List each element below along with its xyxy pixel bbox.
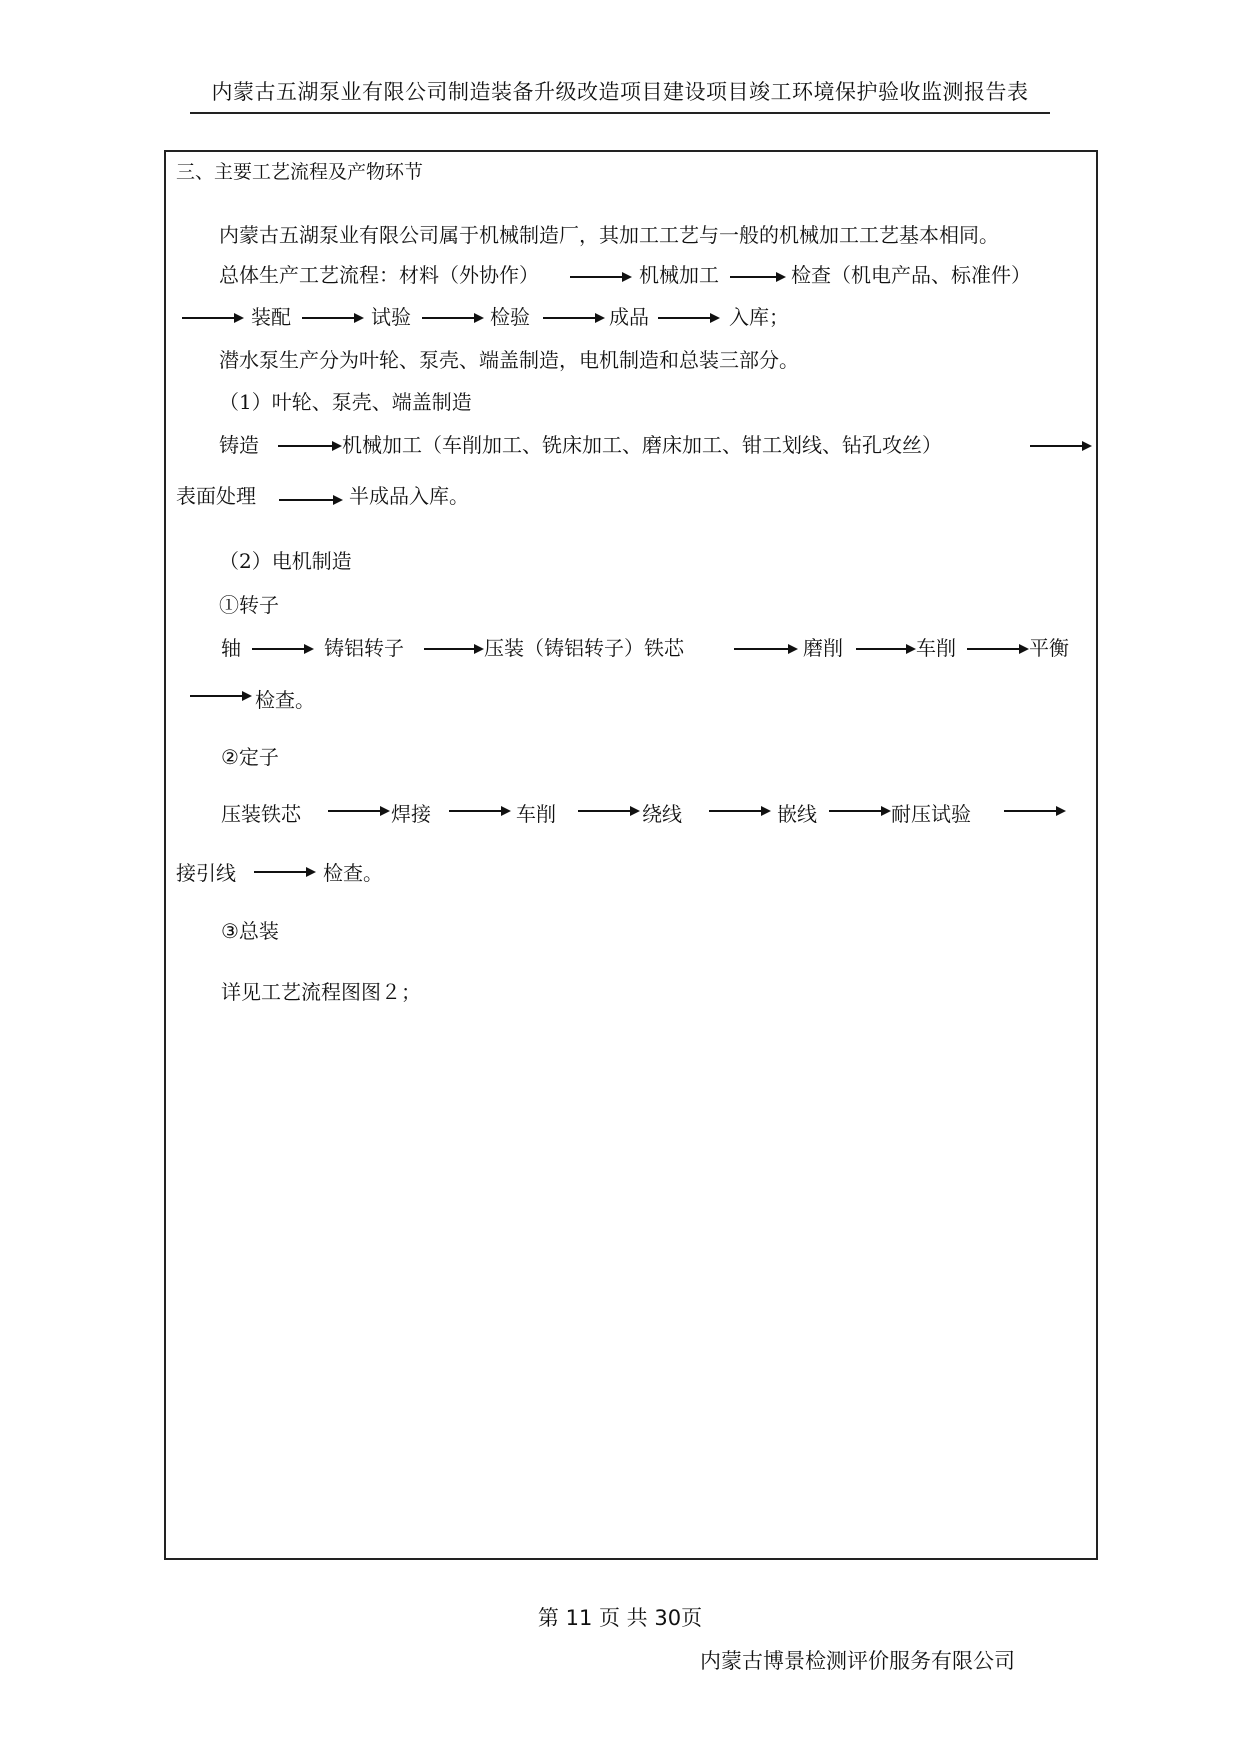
footer-organization: 内蒙古博景检测评价服务有限公司 (700, 1649, 1015, 1673)
stator-step: 绕线 (642, 802, 682, 826)
overall-step: 入库； (729, 305, 789, 329)
flow-arrow (829, 805, 891, 817)
rotor-title: ①转子 (219, 593, 279, 617)
intro-text: 内蒙古五湖泵业有限公司属于机械制造厂，其加工工艺与一般的机械加工工艺基本相同。 (219, 223, 999, 247)
flow-arrow (279, 494, 343, 506)
rotor-step: 车削 (916, 636, 956, 660)
rotor-step: 压装（铸铝转子）铁芯 (484, 636, 684, 660)
overall-step: 检验 (490, 305, 530, 329)
part1-step: 半成品入库。 (349, 484, 469, 508)
flow-arrow (570, 271, 632, 283)
stator-title: ②定子 (221, 745, 279, 769)
flow-arrow (1030, 440, 1092, 452)
flow-arrow (422, 312, 484, 324)
stator-step: 车削 (516, 802, 556, 826)
flow-arrow (1004, 805, 1066, 817)
flow-arrow (543, 312, 605, 324)
flow-arrow (856, 643, 916, 655)
flow-arrow (252, 643, 314, 655)
stator-step: 焊接 (391, 802, 431, 826)
part1-step: 表面处理 (176, 484, 256, 508)
flow-arrow (709, 805, 771, 817)
flow-arrow (967, 643, 1029, 655)
assembly-title: ③总装 (221, 919, 279, 943)
part2-title: （2）电机制造 (219, 549, 352, 573)
header-divider (190, 112, 1050, 114)
flow-arrow (658, 312, 720, 324)
overall-step: 试验 (371, 305, 411, 329)
part1-step: 机械加工（车削加工、铣床加工、磨床加工、钳工划线、钻孔攻丝） (342, 433, 942, 457)
page-number: 第 11 页 共 30页 (537, 1606, 703, 1630)
section-title: 三、主要工艺流程及产物环节 (176, 161, 424, 183)
stator-step: 检查。 (323, 861, 383, 885)
overall-step: 机械加工 (639, 263, 719, 287)
stator-step: 嵌线 (777, 802, 817, 826)
flow-arrow (254, 866, 316, 878)
rotor-step: 检查。 (255, 688, 315, 712)
overall-step: 检查（机电产品、标准件） (791, 263, 1031, 287)
flow-arrow (182, 312, 244, 324)
flow-arrow (302, 312, 364, 324)
overall-process-prefix: 总体生产工艺流程：材料（外协作） (219, 263, 539, 287)
pump-parts-text: 潜水泵生产分为叶轮、泵壳、端盖制造，电机制造和总装三部分。 (219, 348, 799, 372)
rotor-step: 铸铝转子 (324, 636, 404, 660)
stator-step: 耐压试验 (891, 802, 971, 826)
overall-step: 成品 (609, 305, 649, 329)
flow-arrow (278, 440, 342, 452)
flow-arrow (734, 643, 798, 655)
part1-step: 铸造 (219, 433, 259, 457)
flow-arrow (328, 805, 390, 817)
rotor-step: 轴 (221, 636, 241, 660)
report-header-title: 内蒙古五湖泵业有限公司制造装备升级改造项目建设项目竣工环境保护验收监测报告表 (211, 80, 1029, 104)
flow-arrow (730, 271, 786, 283)
flow-arrow (449, 805, 511, 817)
rotor-step: 平衡 (1029, 636, 1069, 660)
rotor-step: 磨削 (803, 636, 843, 660)
assembly-note: 详见工艺流程图图２； (221, 980, 421, 1004)
flow-arrow (424, 643, 484, 655)
flow-arrow (190, 690, 252, 702)
stator-step: 压装铁芯 (221, 802, 301, 826)
part1-title: （1）叶轮、泵壳、端盖制造 (219, 390, 472, 414)
overall-step: 装配 (251, 305, 291, 329)
stator-step: 接引线 (176, 861, 236, 885)
flow-arrow (578, 805, 640, 817)
